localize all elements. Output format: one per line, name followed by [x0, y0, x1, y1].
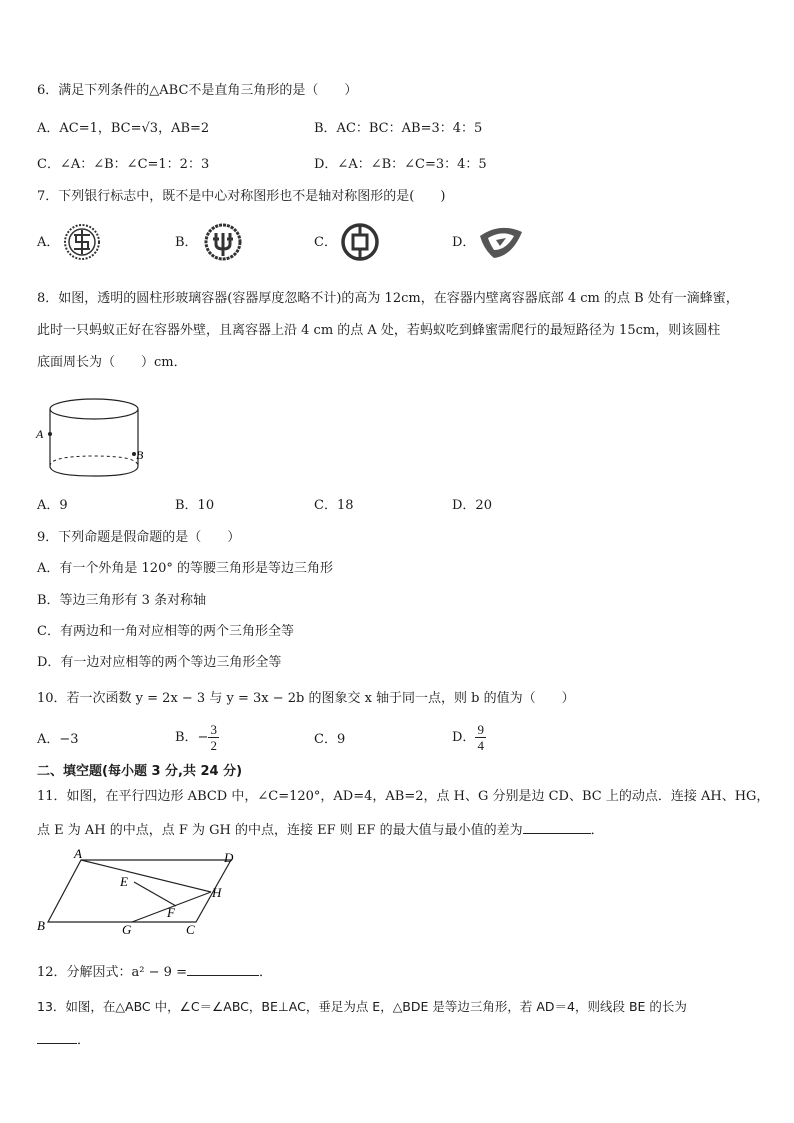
figure-label-d: D	[224, 850, 234, 865]
q9-option-b: B．等边三角形有 3 条对称轴	[37, 593, 207, 608]
q12-line	[37, 962, 272, 982]
q12-answer-blank[interactable]	[187, 962, 259, 976]
q8-option-d: D．20	[452, 498, 492, 513]
q13-line2	[37, 1030, 90, 1050]
q9-option-d: D．有一边对应相等的两个等边三角形全等	[37, 655, 282, 670]
q10-option-b	[175, 722, 219, 753]
figure-label-a: A	[74, 846, 82, 861]
q13-answer-blank[interactable]	[37, 1030, 77, 1044]
q8-line2: 此时一只蚂蚁正好在容器外壁，且离容器上沿 4 cm 的点 A 处，若蚂蚁吃到蜂蜜需爬行的最短路径为 15cm，则该圆柱	[37, 323, 721, 338]
q12-text: 12．分解因式：a² − 9 =	[37, 965, 187, 980]
q8-option-a: A．9	[37, 498, 68, 513]
bank-logo-c-icon	[340, 222, 380, 262]
bank-logo-a-icon	[62, 222, 102, 262]
q9-stem: 9．下列命题是假命题的是（ ）	[37, 530, 241, 545]
q6-option-b: B．AC：BC：AB=3：4：5	[314, 121, 483, 136]
q10-option-d-prefix: D．	[452, 730, 476, 745]
q11-line2	[37, 820, 604, 840]
bank-logo-b-icon	[203, 222, 243, 262]
figure-label-e: E	[120, 874, 128, 889]
section-heading: 二、填空题(每小题 3 分,共 24 分)	[37, 764, 243, 779]
q9-option-c: C．有两边和一角对应相等的两个三角形全等	[37, 624, 294, 639]
q11-line2-end: ．	[590, 823, 604, 838]
q11-line1: 11．如图，在平行四边形 ABCD 中，∠C=120°，AD=4，AB=2，点 H、G 分别是边 CD、BC 上的动点．连接 AH、HG，	[37, 789, 770, 804]
q8-line1: 8．如图，透明的圆柱形玻璃容器(容器厚度忽略不计)的高为 12cm，在容器内壁离容器底部 4 cm 的点 B 处有一滴蜂蜜，	[37, 291, 739, 306]
bank-logo-d-icon	[476, 222, 524, 262]
q7-option-a: A．	[37, 235, 60, 250]
figure-label-c: C	[186, 922, 195, 937]
cylinder-label-a: A	[36, 427, 44, 441]
q10-option-a: A．−3	[37, 732, 79, 747]
q11-line2-text: 点 E 为 AH 的中点，点 F 为 GH 的中点，连接 EF 则 EF 的最大值与最小值的差为	[37, 823, 523, 838]
q10-option-d-denominator: 4	[477, 738, 484, 753]
figure-label-f: F	[167, 905, 175, 920]
q6-stem: 6．满足下列条件的△ABC不是直角三角形的是（ ）	[37, 83, 358, 98]
q9-option-a: A．有一个外角是 120° 的等腰三角形是等边三角形	[37, 561, 333, 576]
q10-option-b-numerator: 3	[210, 722, 217, 737]
cylinder-figure	[36, 396, 156, 476]
q8-option-c: C．18	[314, 498, 354, 513]
q6-option-c: C．∠A：∠B：∠C=1：2：3	[37, 157, 210, 172]
q7-option-c: C．	[314, 235, 337, 250]
q10-option-b-prefix: B．−	[175, 730, 209, 745]
q7-stem: 7．下列银行标志中，既不是中心对称图形也不是轴对称图形的是( )	[37, 189, 446, 204]
cylinder-label-b: B	[136, 448, 144, 462]
figure-label-g: G	[122, 922, 132, 937]
q7-option-b: B．	[175, 235, 198, 250]
q6-option-a: A．AC=1，BC=√3，AB=2	[37, 121, 210, 136]
q10-stem: 10．若一次函数 y = 2x − 3 与 y = 3x − 2b 的图象交 x 轴于同一点，则 b 的值为（ ）	[37, 691, 575, 706]
q12-end: ．	[258, 965, 272, 980]
q13-line1: 13．如图，在△ABC 中，∠C＝∠ABC，BE⊥AC，垂足为点 E，△BDE 是等边三角形，若 AD＝4，则线段 BE 的长为	[37, 999, 687, 1014]
q8-line3: 底面周长为（ ）cm．	[37, 355, 187, 370]
q8-option-b: B．10	[175, 498, 215, 513]
figure-label-h: H	[212, 885, 222, 900]
q11-answer-blank[interactable]	[523, 820, 591, 834]
q7-option-d: D．	[452, 235, 476, 250]
parallelogram-figure	[36, 848, 246, 938]
q13-line2-end: ．	[77, 1033, 91, 1048]
figure-label-b: B	[37, 918, 45, 933]
q10-option-d-numerator: 9	[477, 722, 484, 737]
q10-option-c: C．9	[314, 732, 346, 747]
q10-option-b-denominator: 2	[210, 738, 217, 753]
q10-option-d	[452, 722, 486, 753]
q6-option-d: D．∠A：∠B：∠C=3：4：5	[314, 157, 487, 172]
